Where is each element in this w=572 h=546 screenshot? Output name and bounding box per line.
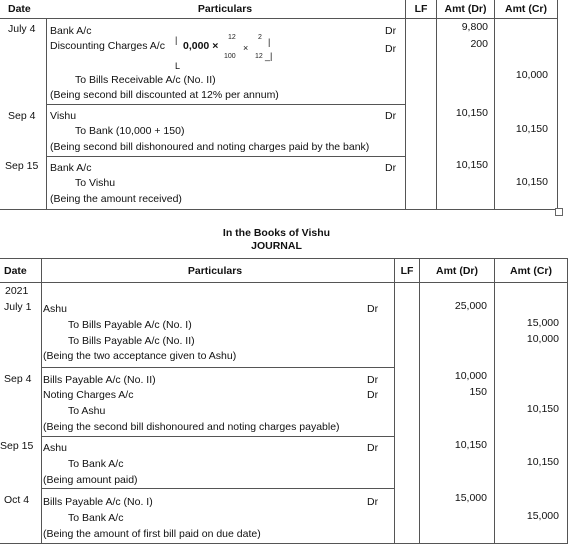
t2-e3-dr1: Dr (367, 442, 379, 454)
t1-e1-den2: 12 (255, 53, 263, 60)
t1-header-bottom-rule (0, 18, 557, 19)
t1-row-rule (46, 156, 405, 157)
t2-e2-line2: Noting Charges A/c (43, 389, 134, 401)
t1-e1-dr1: Dr (385, 25, 397, 37)
t1-bottom-rule (0, 209, 557, 210)
t1-e2-line2: To Bank (10,000 + 150) (75, 125, 185, 137)
t2-e3-amt-cr2: 10,150 (526, 456, 559, 468)
t2-e1-amt-cr3: 10,000 (526, 333, 559, 345)
t2-col-rule (394, 258, 395, 543)
t2-e4-narration: (Being the amount of first bill paid on due date) (43, 528, 261, 540)
t2-e4-date: Oct 4 (4, 494, 30, 506)
t2-e1-amt-dr1: 25,000 (454, 300, 487, 312)
t2-header-date: Date (4, 265, 27, 277)
t2-row-rule (41, 436, 394, 437)
t2-e2-amt-cr3: 10,150 (526, 403, 559, 415)
t1-e1-bracket-mark-lower: L (175, 61, 181, 71)
t2-e2-dr2: Dr (367, 389, 379, 401)
t2-e4-dr1: Dr (367, 496, 379, 508)
t2-header-lf: LF (400, 265, 414, 277)
t2-e1-line2: To Bills Payable A/c (No. I) (68, 319, 192, 331)
t1-header-amt-cr: Amt (Cr) (505, 3, 547, 15)
t2-top-rule (0, 258, 568, 259)
t1-e1-line2: Discounting Charges A/c (50, 40, 165, 52)
t1-header-particulars: Particulars (197, 3, 253, 15)
t1-e3-amt-dr1: 10,150 (455, 159, 488, 171)
t2-e3-narration: (Being amount paid) (43, 474, 138, 486)
t1-col-rule (46, 18, 47, 209)
t1-e1-line3: To Bills Receivable A/c (No. II) (75, 74, 216, 86)
t2-row-rule (41, 488, 394, 489)
journal-title: JOURNAL (251, 240, 302, 252)
t2-e1-line3: To Bills Payable A/c (No. II) (68, 335, 195, 347)
t1-e1-num1: 12 (228, 34, 236, 41)
t2-header-amt-cr: Amt (Cr) (510, 265, 552, 277)
t2-e4-line2: To Bank A/c (68, 512, 124, 524)
t2-e3-amt-dr1: 10,150 (454, 439, 487, 451)
t1-e1-times: × (243, 43, 249, 53)
t2-e1-dr1: Dr (367, 303, 379, 315)
t2-header-bottom-rule (0, 282, 568, 283)
t1-e1-bracket-close-lower: _| (265, 51, 273, 61)
t2-e4-amt-dr1: 15,000 (454, 492, 487, 504)
t1-e3-line1: Bank A/c (50, 162, 92, 174)
t1-col-rule (405, 0, 406, 209)
t2-e3-line2: To Bank A/c (68, 458, 124, 470)
t1-e1-formula: 0,000 × (183, 40, 219, 52)
t2-year: 2021 (5, 285, 29, 297)
t2-e3-line1: Ashu (43, 442, 67, 454)
t2-row-rule (41, 367, 394, 368)
t1-e2-date: Sep 4 (8, 110, 36, 122)
t1-e2-amt-cr2: 10,150 (515, 123, 548, 135)
t2-header-particulars: Particulars (187, 265, 243, 277)
t2-e4-amt-cr2: 15,000 (526, 510, 559, 522)
t1-e2-dr1: Dr (385, 110, 397, 122)
t1-e1-den1: 100 (224, 53, 236, 60)
t1-header-amt-dr: Amt (Dr) (444, 3, 487, 15)
t2-e2-line1: Bills Payable A/c (No. II) (43, 374, 156, 386)
t1-row-rule (46, 104, 405, 105)
t2-e1-amt-cr2: 15,000 (526, 317, 559, 329)
t2-col-rule (567, 258, 568, 543)
t1-e1-bracket-close: | (268, 37, 271, 47)
t2-e2-dr1: Dr (367, 374, 379, 386)
t1-e1-dr2: Dr (385, 43, 397, 55)
t1-e1-narration: (Being second bill discounted at 12% per annum) (50, 89, 279, 101)
t1-e1-bracket-mark: | (175, 35, 178, 45)
t1-e1-num2: 2 (258, 34, 262, 41)
t2-col-rule (494, 258, 495, 543)
t2-e1-narration: (Being the two acceptance given to Ashu) (43, 350, 237, 362)
t1-e2-amt-dr1: 10,150 (455, 107, 488, 119)
t2-e1-line1: Ashu (43, 303, 67, 315)
t1-e3-narration: (Being the amount received) (50, 193, 182, 205)
t1-e3-date: Sep 15 (5, 160, 39, 172)
t2-e2-line3: To Ashu (68, 405, 106, 417)
t2-bottom-rule (0, 543, 568, 544)
t1-e1-line1: Bank A/c (50, 25, 92, 37)
t2-e4-line1: Bills Payable A/c (No. I) (43, 496, 153, 508)
t2-e3-date: Sep 15 (0, 440, 34, 452)
t2-col-rule (41, 258, 42, 543)
t2-e2-narration: (Being the second bill dishonoured and noting charges payable) (43, 421, 340, 433)
t2-e2-amt-dr2: 150 (469, 386, 487, 398)
t2-e1-date: July 1 (4, 301, 32, 313)
t1-header-date: Date (8, 3, 31, 15)
t2-header-amt-dr: Amt (Dr) (436, 265, 478, 277)
t1-e2-narration: (Being second bill dishonoured and noting charges paid by the bank) (50, 141, 370, 153)
t1-e3-dr1: Dr (385, 162, 397, 174)
t1-e1-date: July 4 (8, 23, 36, 35)
t1-e1-amt-dr1: 9,800 (461, 21, 488, 33)
t1-e2-line1: Vishu (50, 110, 77, 122)
t1-e3-line2: To Vishu (75, 177, 116, 189)
resize-handle-icon[interactable] (555, 208, 563, 216)
t1-col-rule (557, 0, 558, 209)
section-heading: In the Books of Vishu (222, 227, 331, 239)
t1-e3-amt-cr2: 10,150 (515, 176, 548, 188)
t1-header-lf: LF (414, 3, 428, 15)
t1-e1-amt-cr3: 10,000 (515, 69, 548, 81)
t2-e2-date: Sep 4 (4, 373, 32, 385)
t2-e2-amt-dr1: 10,000 (454, 370, 487, 382)
t1-e1-amt-dr2: 200 (470, 38, 488, 50)
